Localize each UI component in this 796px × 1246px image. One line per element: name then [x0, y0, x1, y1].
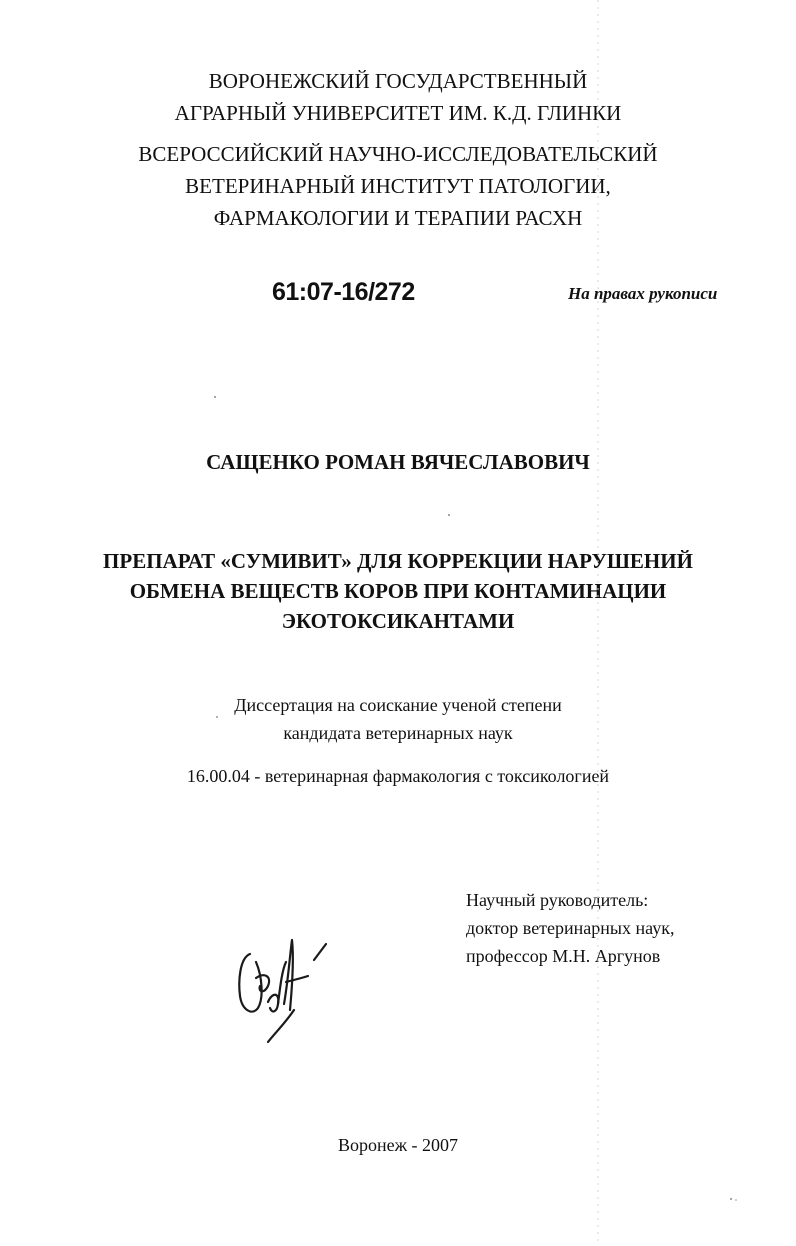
- degree-statement: [0, 691, 796, 747]
- supervisor-line-3: профессор М.Н. Аргунов: [466, 946, 661, 966]
- supervisor-line-1: Научный руководитель:: [466, 890, 649, 910]
- supervisor-block: [466, 886, 674, 970]
- city-year: Воронеж - 2007: [337, 1135, 459, 1155]
- university-line-2: АГРАРНЫЙ УНИВЕРСИТЕТ ИМ. К.Д. ГЛИНКИ: [174, 101, 622, 125]
- institute-name: [0, 138, 796, 234]
- rights-note: На правах рукописи: [568, 284, 718, 303]
- handwritten-signature: [228, 918, 338, 1048]
- degree-line-2: кандидата ветеринарных наук: [283, 723, 513, 743]
- author-name: САЩЕНКО РОМАН ВЯЧЕСЛАВОВИЧ: [206, 450, 590, 474]
- institute-line-1: ВСЕРОССИЙСКИЙ НАУЧНО-ИССЛЕДОВАТЕЛЬСКИЙ: [138, 142, 658, 166]
- scan-dot: [214, 714, 224, 724]
- catalog-code: 61:07-16/272: [272, 278, 415, 306]
- scan-dot: [212, 394, 222, 404]
- university-name: [0, 65, 796, 129]
- title-line-1: ПРЕПАРАТ «СУМИВИТ» ДЛЯ КОРРЕКЦИИ НАРУШЕНИЙ: [103, 549, 693, 573]
- dissertation-title: [0, 546, 796, 636]
- scan-artifact-line: [590, 0, 606, 1246]
- title-line-2: ОБМЕНА ВЕЩЕСТВ КОРОВ ПРИ КОНТАМИНАЦИИ: [129, 579, 667, 603]
- scan-dot: [728, 1196, 740, 1206]
- institute-line-3: ФАРМАКОЛОГИИ И ТЕРАПИИ РАСХН: [213, 206, 583, 230]
- degree-line-1: Диссертация на соискание ученой степени: [234, 695, 562, 715]
- scan-dot: [446, 512, 456, 522]
- university-line-1: ВОРОНЕЖСКИЙ ГОСУДАРСТВЕННЫЙ: [208, 69, 588, 93]
- institute-line-2: ВЕТЕРИНАРНЫЙ ИНСТИТУТ ПАТОЛОГИИ,: [185, 174, 611, 198]
- title-line-3: ЭКОТОКСИКАНТАМИ: [281, 609, 515, 633]
- supervisor-line-2: доктор ветеринарных наук,: [466, 918, 675, 938]
- specialty-code: 16.00.04 - ветеринарная фармакология с токсикологией: [186, 766, 610, 786]
